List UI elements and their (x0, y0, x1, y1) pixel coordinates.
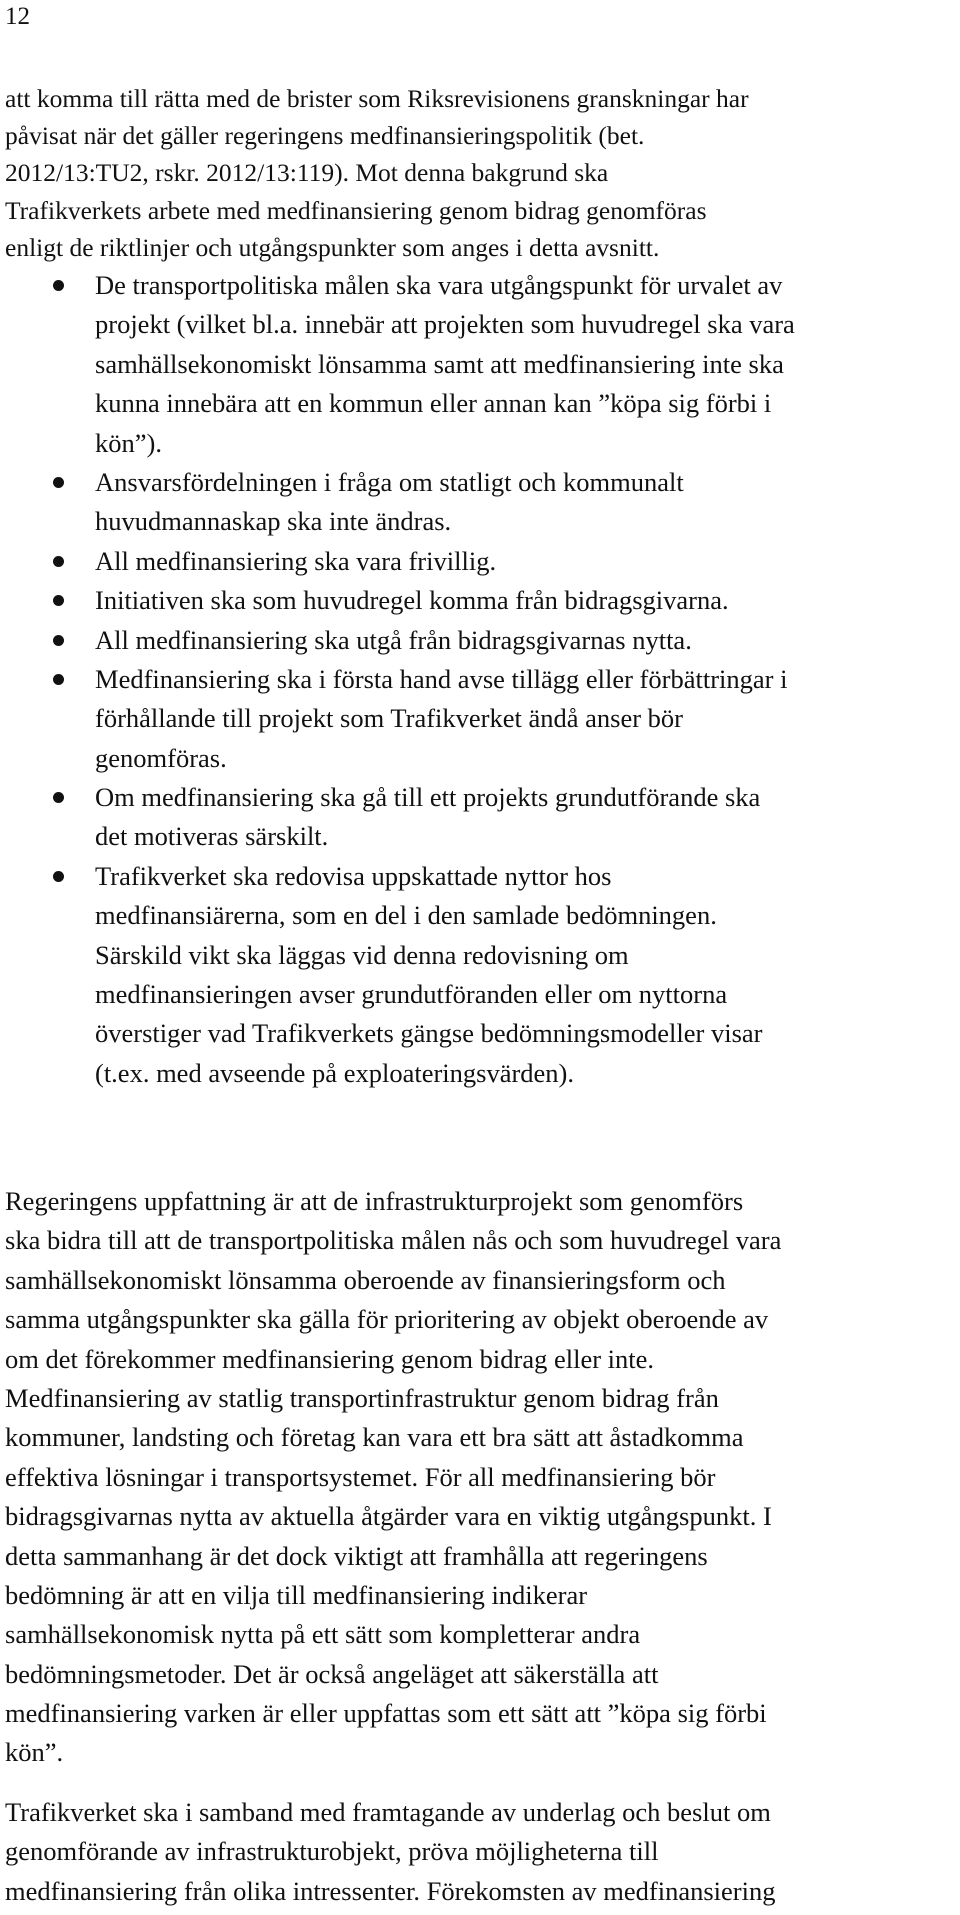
bullet-dot-icon (53, 871, 64, 882)
bullet-text-line: förhållande till projekt som Trafikverket ändå anser bör (95, 703, 683, 734)
bullet-dot-icon (53, 792, 64, 803)
bullet-dot-icon (53, 477, 64, 488)
intro-line: Trafikverkets arbete med medfinansiering genom bidrag genomföras (5, 195, 707, 225)
bullet-item (0, 542, 960, 581)
intro-line: enligt de riktlinjer och utgångspunkter som anges i detta avsnitt. (5, 232, 660, 262)
paragraph-1-line: samhällsekonomiskt lönsamma oberoende av finansieringsform och (5, 1264, 726, 1295)
bullet-text-line: kunna innebära att en kommun eller annan kan ”köpa sig förbi i (95, 388, 772, 419)
bullet-item (0, 621, 960, 660)
bullet-text-line: De transportpolitiska målen ska vara utgångspunkt för urvalet av (95, 270, 783, 300)
bullet-dot-icon (53, 595, 64, 606)
intro-paragraph (5, 80, 957, 266)
intro-line: 2012/13:TU2, rskr. 2012/13:119). Mot denna bakgrund ska (5, 158, 609, 188)
bullet-text-line: Ansvarsfördelningen i fråga om statligt och kommunalt (95, 466, 684, 497)
bullet-text-line: medfinansiärerna, som en del i den samlade bedömningen. (95, 900, 717, 931)
paragraph-1-line: Medfinansiering av statlig transportinfrastruktur genom bidrag från (5, 1382, 719, 1413)
paragraph-1-line: samma utgångspunkter ska gälla för prioritering av objekt oberoende av (5, 1304, 769, 1335)
paragraph-1-line: Regeringens uppfattning är att de infrastrukturprojekt som genomförs (5, 1186, 744, 1216)
intro-line: påvisat när det gäller regeringens medfinansieringspolitik (bet. (5, 121, 645, 151)
bullet-item (0, 581, 960, 620)
bullet-text-line: Särskild vikt ska läggas vid denna redovisning om (95, 939, 629, 970)
paragraph-1-line: samhällsekonomisk nytta på ett sätt som kompletterar andra (5, 1619, 641, 1650)
bullet-dot-icon (53, 280, 64, 291)
paragraph-1-line: bedömningsmetoder. Det är också angeläget att säkerställa att (5, 1658, 659, 1689)
bullet-text-line: All medfinansiering ska utgå från bidragsgivarnas nytta. (95, 624, 692, 655)
bullet-text-line: (t.ex. med avseende på exploateringsvärden). (95, 1057, 575, 1088)
paragraph-1-line: ska bidra till att de transportpolitiska målen nås och som huvudregel vara (5, 1225, 782, 1256)
bullet-item (0, 266, 960, 463)
page-number: 12 (5, 3, 30, 30)
bullet-list (0, 266, 960, 1093)
bullet-text-line: Medfinansiering ska i första hand avse tillägg eller förbättringar i (95, 663, 788, 694)
bullet-item (0, 463, 960, 542)
bullet-text-line: medfinansieringen avser grundutföranden eller om nyttorna (95, 979, 728, 1010)
paragraph-2-line: Trafikverket ska i samband med framtagande av underlag och beslut om (5, 1797, 771, 1827)
bullet-text-line: samhällsekonomiskt lönsamma samt att medfinansiering inte ska (95, 348, 784, 379)
bullet-text-line: Trafikverket ska redovisa uppskattade nyttor hos (95, 860, 612, 891)
bullet-text-line: Initiativen ska som huvudregel komma från bidragsgivarna. (95, 585, 729, 616)
bullet-text-line: huvudmannaskap ska inte ändras. (95, 506, 452, 537)
bullet-text-line: Om medfinansiering ska gå till ett projekts grundutförande ska (95, 782, 761, 813)
paragraph-1-line: medfinansiering varken är eller uppfattas som ett sätt att ”köpa sig förbi (5, 1698, 767, 1729)
paragraph-1-line: om det förekommer medfinansiering genom bidrag eller inte. (5, 1343, 655, 1374)
paragraph-1-line: detta sammanhang är det dock viktigt att framhålla att regeringens (5, 1540, 708, 1571)
bullet-text-line: överstiger vad Trafikverkets gängse bedömningsmodeller visar (95, 1018, 763, 1049)
bullet-item (0, 857, 960, 1093)
paragraph-2-line: genomförande av infrastrukturobjekt, pröva möjligheterna till (5, 1836, 659, 1867)
paragraph-1-line: kön”. (5, 1737, 64, 1768)
intro-line: att komma till rätta med de brister som Riksrevisionens granskningar har (5, 84, 749, 113)
bullet-dot-icon (53, 556, 64, 567)
bullet-text-line: kön”). (95, 427, 162, 458)
bullet-text-line: All medfinansiering ska vara frivillig. (95, 545, 497, 576)
paragraph-1-line: effektiva lösningar i transportsystemet. För all medfinansiering bör (5, 1461, 716, 1492)
body-paragraph-1 (5, 1182, 957, 1773)
body-paragraph-2 (5, 1793, 957, 1911)
bullet-item (0, 660, 960, 778)
paragraph-1-line: kommuner, landsting och företag kan vara ett bra sätt att åstadkomma (5, 1422, 744, 1453)
bullet-text-line: genomföras. (95, 742, 227, 773)
bullet-text-line: projekt (vilket bl.a. innebär att projekten som huvudregel ska vara (95, 309, 795, 340)
bullet-item (0, 778, 960, 857)
bullet-text-line: det motiveras särskilt. (95, 821, 329, 852)
paragraph-1-line: bedömning är att en vilja till medfinansiering indikerar (5, 1579, 588, 1610)
bullet-dot-icon (53, 635, 64, 646)
paragraph-1-line: bidragsgivarnas nytta av aktuella åtgärder vara en viktig utgångspunkt. I (5, 1501, 772, 1532)
bullet-dot-icon (53, 674, 64, 685)
paragraph-2-line: medfinansiering från olika intressenter. Förekomsten av medfinansiering (5, 1875, 776, 1906)
